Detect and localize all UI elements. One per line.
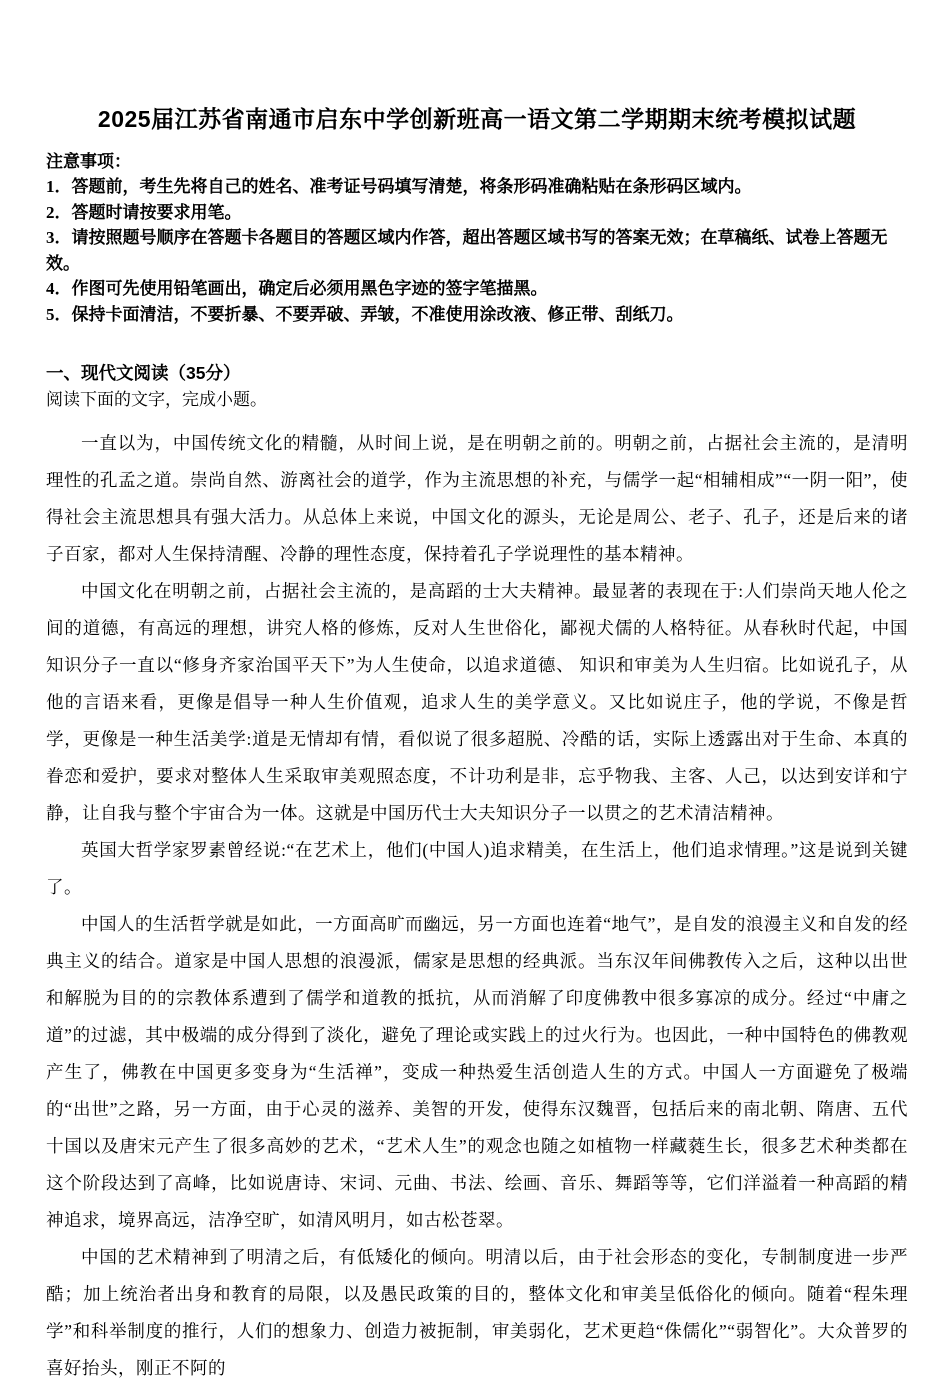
- notice-section: [46, 149, 908, 327]
- passage-paragraph-2: 中国文化在明朝之前，占据社会主流的，是高蹈的士大夫精神。最显著的表现在于:人们崇尚天地人伦之间的道德，有高远的理想，讲究人格的修炼，反对人生世俗化，鄙视犬儒的人格特征。从春秋时代起，中国知识分子一直以“修身齐家治国平天下”为人生使命，以追求道德、 知识和审美为人生归宿。比如说孔子，从他的言语来看，更像是倡导一种人生价值观，追求人生的美学意义。又比如说庄子，他的学说，不像是哲学，更像是一种生活美学:道是无情却有情，看似说了很多超脱、冷酷的话，实际上透露出对于生命、本真的眷恋和爱护，要求对整体人生采取审美观照态度，不计功利是非，忘乎物我、主客、人己，以达到安详和宁静，让自我与整个宇宙合为一体。这就是中国历代士大夫知识分子一以贯之的艺术清洁精神。: [46, 581, 908, 823]
- notice-item-5: 5．保持卡面清洁，不要折暴、不要弄破、弄皱，不准使用涂改液、修正带、刮纸刀。: [46, 304, 684, 324]
- reading-passage: [46, 425, 908, 1387]
- notice-item-1: 1．答题前，考生先将自己的姓名、准考证号码填写清楚，将条形码准确粘贴在条形码区域内。: [46, 177, 752, 196]
- notice-item-4: 4．作图可先使用铅笔画出，确定后必须用黑色字迹的签字笔描黑。: [46, 279, 548, 298]
- notice-heading: 注意事项：: [46, 152, 131, 171]
- notice-item-2: 2．答题时请按要求用笔。: [46, 202, 242, 222]
- exam-title: 2025届江苏省南通市启东中学创新班高一语文第二学期期末统考模拟试题: [97, 106, 857, 132]
- passage-paragraph-5: 中国的艺术精神到了明清之后，有低矮化的倾向。明清以后，由于社会形态的变化，专制制度进一步严酷；加上统治者出身和教育的局限，以及愚民政策的目的，整体文化和审美呈低俗化的倾向。随着“程朱理学”和科举制度的推行，人们的想象力、创造力被扼制，审美弱化，艺术更趋“侏儒化”“弱智化”。大众普罗的喜好抬头，刚正不阿的: [46, 1247, 908, 1378]
- section-heading-modern-reading: 一、现代文阅读（35分）: [46, 363, 241, 383]
- passage-paragraph-4: 中国人的生活哲学就是如此，一方面高旷而幽远，另一方面也连着“地气”，是自发的浪漫主义和自发的经典主义的结合。道家是中国人思想的浪漫派，儒家是思想的经典派。当东汉年间佛教传入之后，这种以出世和解脱为目的的宗教体系遭到了儒学和道教的抵抗，从而消解了印度佛教中很多寡凉的成分。经过“中庸之道”的过滤，其中极端的成分得到了淡化，避免了理论或实践上的过火行为。也因此，一种中国特色的佛教观产生了，佛教在中国更多变身为“生活禅”，变成一种热爱生活创造人生的方式。中国人一方面避免了极端的“出世”之路，另一方面，由于心灵的滋养、美智的开发，使得东汉魏晋，包括后来的南北朝、隋唐、五代十国以及唐宋元产生了很多高妙的艺术，“艺术人生”的观念也随之如植物一样藏蕤生长，很多艺术种类都在这个阶段达到了高峰，比如说唐诗、宋词、元曲、书法、绘画、音乐、舞蹈等等，它们洋溢着一种高蹈的精神追求，境界高远，洁净空旷，如清风明月，如古松苍翠。: [46, 914, 908, 1230]
- notice-item-3: 3．请按照题号顺序在答题卡各题目的答题区域内作答，超出答题区域书写的答案无效；在草稿纸、试卷上答题无效。: [46, 228, 888, 273]
- passage-paragraph-1: 一直以为，中国传统文化的精髓，从时间上说，是在明朝之前的。明朝之前，占据社会主流的，是清明理性的孔孟之道。崇尚自然、游离社会的道学，作为主流思想的补充，与儒学一起“相辅相成”“一阴一阳”，使得社会主流思想具有强大活力。从总体上来说，中国文化的源头，无论是周公、老子、孔子，还是后来的诸子百家，都对人生保持清醒、冷静的理性态度，保持着孔子学说理性的基本精神。: [46, 433, 908, 564]
- reading-instruction: 阅读下面的文字，完成小题。: [46, 390, 267, 409]
- passage-paragraph-3: 英国大哲学家罗素曾经说:“在艺术上，他们(中国人)追求精美，在生活上，他们追求情理。”这是说到关键了。: [46, 840, 908, 897]
